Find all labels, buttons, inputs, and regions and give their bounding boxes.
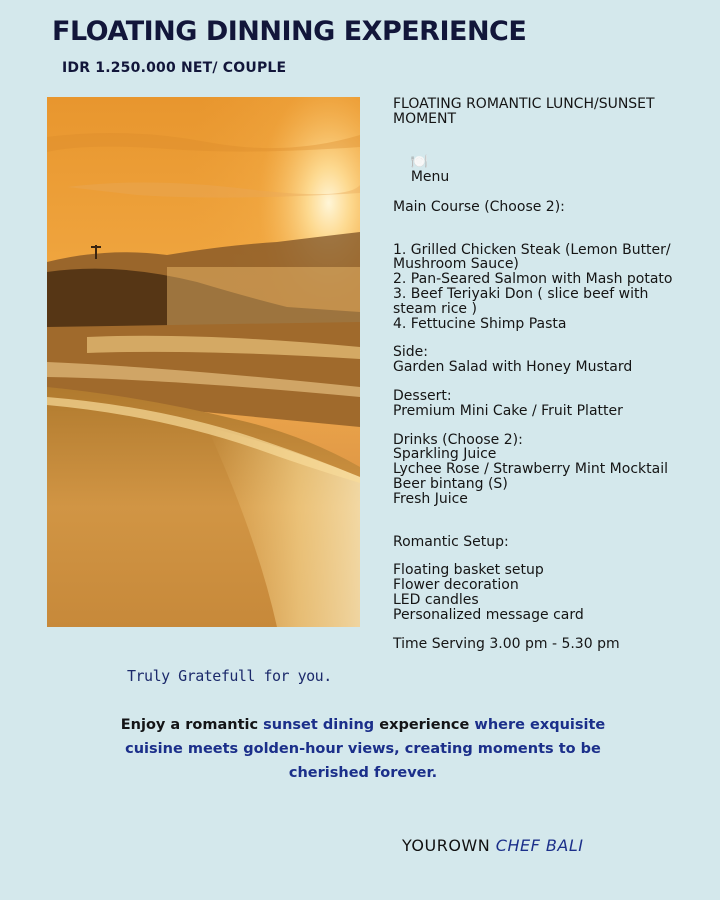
- setup-label: Romantic Setup:: [393, 533, 509, 550]
- side-label: Side:: [393, 344, 428, 361]
- side-item: Garden Salad with Honey Mustard: [393, 359, 633, 376]
- tagline: [118, 713, 608, 785]
- dessert-item: Premium Mini Cake / Fruit Platter: [393, 402, 623, 419]
- dessert-label: Dessert:: [393, 387, 452, 404]
- drinks-item: Lychee Rose / Strawberry Mint Mocktail: [393, 461, 668, 478]
- drinks-item: Beer bintang (S): [393, 475, 508, 492]
- grateful-note: Truly Gratefull for you.: [127, 667, 332, 685]
- menu-heading-continued: MOMENT: [393, 110, 457, 127]
- setup-item: Floating basket setup: [393, 562, 544, 579]
- brand-signature: [402, 836, 583, 855]
- main-course-item: 2. Pan-Seared Salmon with Mash potato: [393, 271, 673, 288]
- setup-item: Flower decoration: [393, 577, 519, 594]
- main-course-item: 3. Beef Teriyaki Don ( slice beef with: [393, 285, 649, 302]
- menu-panel: [393, 97, 713, 651]
- setup-item: Personalized message card: [393, 606, 584, 623]
- tagline-highlight: sunset dining: [263, 717, 375, 733]
- menu-label: Menu: [410, 169, 450, 186]
- drinks-item: Fresh Juice: [393, 490, 468, 507]
- main-course-item: 4. Fettucine Shimp Pasta: [393, 315, 567, 332]
- sunset-beach-photo: [47, 97, 360, 627]
- plate-icon: 🍽️: [410, 154, 429, 171]
- serving-time: Time Serving 3.00 pm - 5.30 pm: [393, 635, 620, 652]
- setup-item: LED candles: [393, 591, 479, 608]
- drinks-label: Drinks (Choose 2):: [393, 431, 523, 448]
- tagline-text: experience: [374, 717, 475, 733]
- brand-name: YOUROWN: [402, 836, 496, 855]
- drinks-item: Sparkling Juice: [393, 446, 497, 463]
- main-course-item: 1. Grilled Chicken Steak (Lemon Butter/: [393, 241, 671, 258]
- tagline-highlight: where exquisite cuisine meets golden-hour views, creating moments to be cherished forever.: [125, 717, 606, 781]
- brand-name-accent: CHEF BALI: [495, 836, 584, 855]
- tagline-text: Enjoy a romantic: [120, 717, 264, 733]
- menu-heading: FLOATING ROMANTIC LUNCH/SUNSET: [393, 96, 655, 112]
- page-title: FLOATING DINNING EXPERIENCE: [52, 16, 527, 47]
- main-course-label: Main Course (Choose 2):: [393, 198, 565, 215]
- menu-label-row: [393, 141, 713, 200]
- main-course-item: steam rice ): [393, 300, 477, 317]
- main-course-item: Mushroom Sauce): [393, 256, 519, 273]
- price-label: IDR 1.250.000 NET/ COUPLE: [62, 60, 287, 76]
